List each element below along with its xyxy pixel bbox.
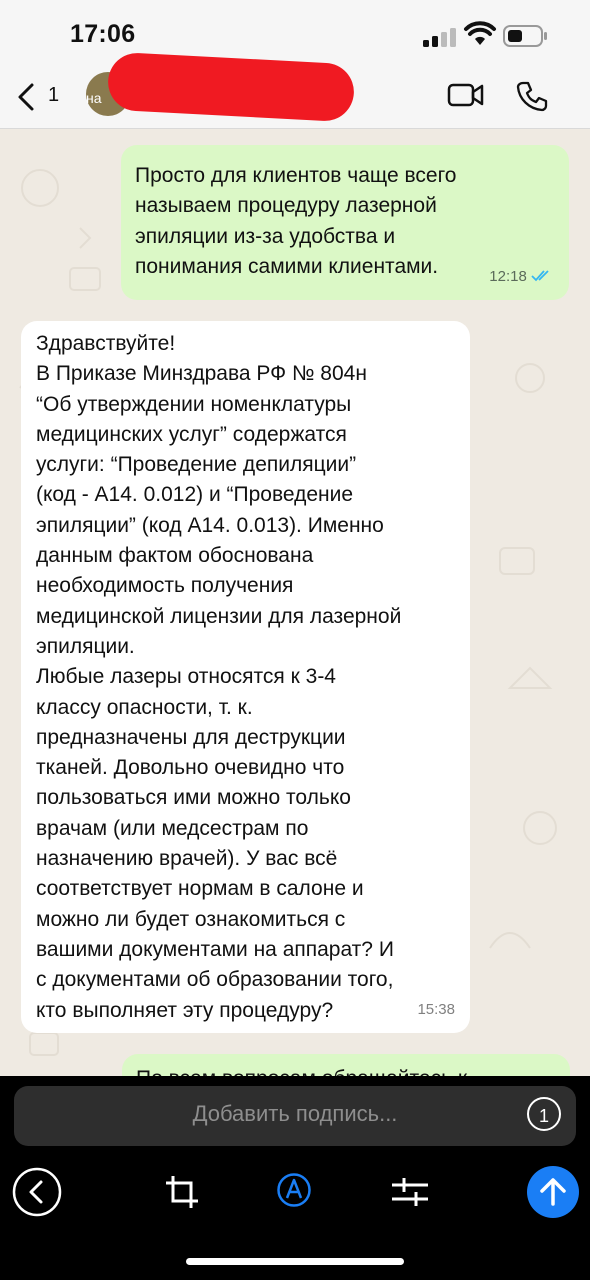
wifi-icon <box>465 24 495 46</box>
back-circle-icon[interactable] <box>11 1166 63 1218</box>
crop-icon[interactable] <box>164 1174 200 1210</box>
home-indicator <box>186 1258 404 1265</box>
phone-call-icon[interactable] <box>516 80 548 112</box>
message-bubble-incoming[interactable] <box>21 321 470 1033</box>
message-time: 12:18 <box>489 267 527 285</box>
status-time: 17:06 <box>70 20 136 48</box>
caption-placeholder[interactable]: Добавить подпись... <box>192 1101 398 1126</box>
video-call-icon[interactable] <box>447 82 485 108</box>
unread-count[interactable]: 1 <box>48 84 60 106</box>
chevron-left-icon[interactable] <box>16 82 36 112</box>
double-check-icon <box>531 268 553 282</box>
adjust-sliders-icon[interactable] <box>390 1174 430 1210</box>
cellular-signal-icon <box>423 27 457 47</box>
message-time: 15:38 <box>417 1000 455 1018</box>
message-text: Здравствуйте! В Приказе Минздрава РФ № 804н “Об утверждении номенклатуры медицинских услуг” содержатся услуги: “Проведение депиляции” (код - А14. 0.012) и “Проведение эпиляции” (код А14. 0.013). Именно данным фактом обоснована необходимость получения медицинской лицензии для лазерной эпиляции. Любые лазеры относятся к 3-4 классу опасности, т. к. предназначены для деструкции тканей. Довольно очевидно что пользоваться ими можно только врачам (или медсестрам по назначению врачей). У вас всё соответствует нормам в салоне и можно ли будет ознакомиться с вашими документами на аппарат? И с документами об образовании того, кто выполняет эту процедуру? <box>36 332 402 1022</box>
view-once-button[interactable]: 1 <box>527 1097 561 1131</box>
message-text: Просто для клиентов чаще всего называем процедуру лазерной эпиляции из-за удобства и понимания самими клиентами. <box>135 164 457 278</box>
send-button[interactable] <box>527 1166 579 1218</box>
battery-icon <box>503 24 549 48</box>
message-bubble-outgoing[interactable] <box>121 145 569 300</box>
avatar-initials: на <box>86 90 102 106</box>
markup-pen-icon[interactable] <box>276 1172 312 1208</box>
message-meta <box>489 262 553 292</box>
chat-area[interactable] <box>0 128 590 1076</box>
arrow-up-icon <box>527 1166 579 1218</box>
